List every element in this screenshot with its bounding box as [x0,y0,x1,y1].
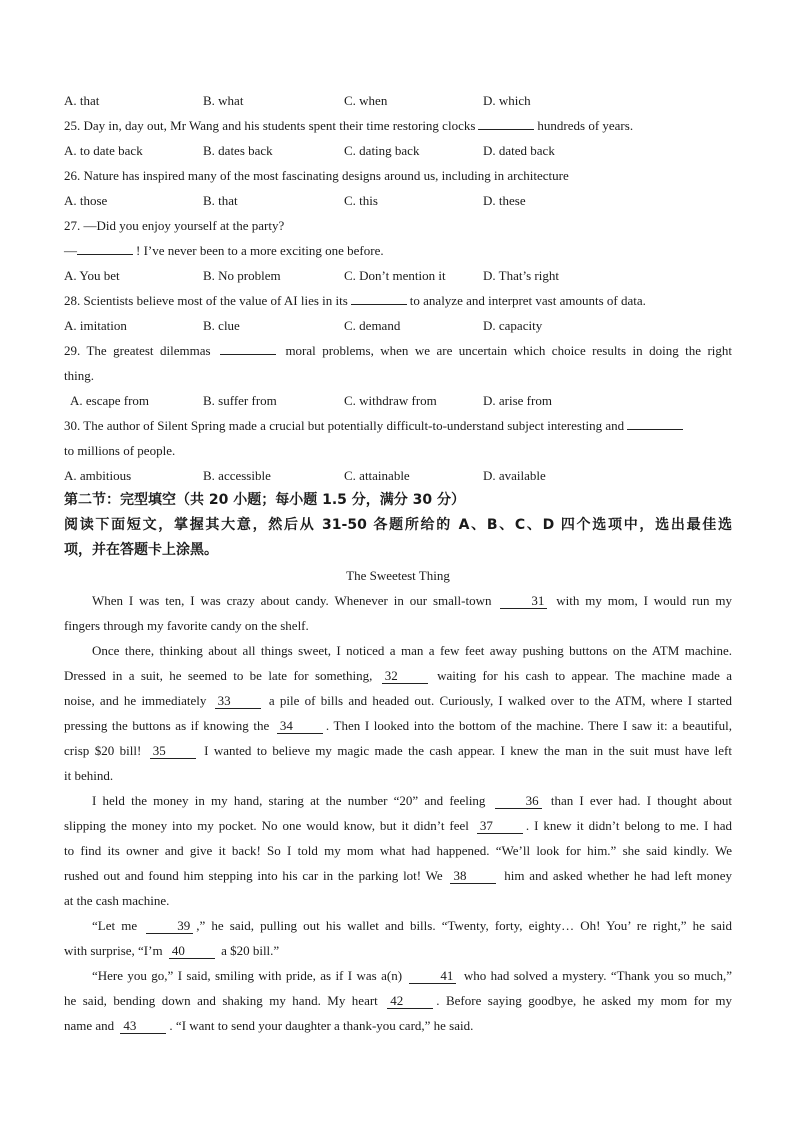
q27-option-c: C. Don’t mention it [344,268,446,283]
section2-instruction-2: 项，并在答题卡上涂黑。 [64,542,218,558]
q28-stem-a: 28. Scientists believe most of the value of AI lies in its [64,293,348,308]
p4-text: a $20 bill.” [221,943,280,958]
p3-line-4 [64,863,732,888]
passage-paragraph-2 [64,638,732,788]
q27-reply-rest: ! I’ve never been to a more exciting one before. [136,243,384,258]
q30-blank [627,415,683,430]
blank-38: 38 [450,868,496,884]
p1-line-1 [64,588,732,613]
p2-line-4 [64,713,732,738]
q27-stem: 27. —Did you enjoy yourself at the party? [64,218,285,233]
q29-options [64,388,732,413]
q25-options [64,138,732,163]
q25-stem-b: hundreds of years. [537,118,634,133]
p5-line-2 [64,988,732,1013]
blank-33: 33 [215,693,261,709]
p2-text: pressing the buttons as if knowing the [64,718,270,733]
passage-title: The Sweetest Thing [346,568,450,583]
passage-paragraph-5 [64,963,732,1038]
section2-instruction-1: 阅读下面短文，掌握其大意，然后从 31-50 各题所给的 A、B、C、D 四个选项中，选出最佳选 [64,517,732,533]
q25-stem [64,113,732,138]
q26-stem: 26. Nature has inspired many of the most fascinating designs around us, including in architecture [64,168,569,183]
p3-text: than I ever had. I thought about [550,793,733,808]
p5-line-1 [64,963,732,988]
q27-reply-dash: — [64,243,77,258]
q30-option-d: D. available [483,468,546,483]
p4-text: with surprise, “I’m [64,943,163,958]
p1-line-2: fingers through my favorite candy on the shelf. [64,618,309,633]
q26-options [64,188,732,213]
p5-text: . Before saying goodbye, he asked my mom for my [436,993,732,1008]
p3-text: . I knew it didn’t belong to me. I had [525,818,733,833]
p2-text: a pile of bills and headed out. Curiously, I walked over to the ATM, where I started [268,693,733,708]
p3-line-5: at the cash machine. [64,893,170,908]
q28-blank [351,290,407,305]
passage-paragraph-4 [64,913,732,963]
p2-line-1: Once there, thinking about all things sweet, I noticed a man a few feet away pushing buttons on the ATM machine. [92,643,732,658]
p2-text: crisp $20 bill! [64,743,142,758]
q28-stem-b: to analyze and interpret vast amounts of data. [409,293,646,308]
blank-43: 43 [120,1018,166,1034]
q28-option-b: B. clue [203,318,240,333]
p2-line-3 [64,688,732,713]
p2-line-5 [64,738,732,763]
blank-31: 31 [500,593,547,609]
p3-text: I held the money in my hand, staring at the number “20” and feeling [92,793,486,808]
p2-text: Dressed in a suit, he seemed to be late for something, [64,668,373,683]
q24-options [64,88,732,113]
q28-option-c: C. demand [344,318,401,333]
q30-stem-a: 30. The author of Silent Spring made a crucial but potentially difficult-to-understand subject interesting and [64,418,625,433]
p4-line-2 [64,938,732,963]
q27-option-a: A. You bet [64,268,120,283]
q27-option-b: B. No problem [203,268,281,283]
p2-text: waiting for his cash to appear. The machine made a [437,668,733,683]
p5-text: name and [64,1018,115,1033]
q29-option-c: C. withdraw from [344,393,437,408]
q25-option-d: D. dated back [483,143,555,158]
q27-blank [77,240,133,255]
q26-option-c: C. this [344,193,378,208]
p4-text: ,” he said, pulling out his wallet and bills. “Twenty, forty, eighty… Oh! You’ re right,” he said [196,918,732,933]
blank-39: 39 [146,918,193,934]
q30-option-c: C. attainable [344,468,410,483]
q29-stem-b: moral problems, when we are uncertain which choice results in doing the right [285,343,733,358]
q29-option-a: A. escape from [70,393,150,408]
q29-stem-end: thing. [64,368,94,383]
q28-option-a: A. imitation [64,318,127,333]
blank-36: 36 [495,793,542,809]
q26-option-d: D. these [483,193,526,208]
q26-option-a: A. those [64,193,108,208]
p2-line-2 [64,663,732,688]
p4-line-1 [64,913,732,938]
q25-option-b: B. dates back [203,143,273,158]
p1-text: When I was ten, I was crazy about candy. Whenever in our small-town [92,593,492,608]
q28-option-d: D. capacity [483,318,543,333]
q29-stem [64,338,732,363]
exam-page [64,88,732,1038]
p3-line-1 [64,788,732,813]
blank-42: 42 [387,993,433,1009]
q28-stem [64,288,732,313]
blank-41: 41 [409,968,456,984]
q30-stem [64,413,732,438]
q25-option-c: C. dating back [344,143,420,158]
q29-stem-a: 29. The greatest dilemmas [64,343,211,358]
p2-text: . Then I looked into the bottom of the machine. There I saw it: a beautiful, [325,718,733,733]
p2-text: I wanted to believe my magic made the cash appear. I knew the man in the suit must have left [204,743,732,758]
blank-40: 40 [169,943,215,959]
p4-text: “Let me [92,918,138,933]
q27-options [64,263,732,288]
q24-option-b: B. what [203,93,244,108]
section2-heading: 第二节：完型填空（共 20 小题；每小题 1.5 分，满分 30 分） [64,492,466,508]
p5-text: . “I want to send your daughter a thank-you card,” he said. [169,1018,474,1033]
p5-line-3 [64,1013,732,1038]
blank-37: 37 [477,818,523,834]
p1-text: with my mom, I would run my [556,593,733,608]
q30-stem-end: to millions of people. [64,443,176,458]
p3-text: him and asked whether he had left money [504,868,733,883]
p3-text: slipping the money into my pocket. No one would know, but it didn’t feel [64,818,469,833]
q29-option-b: B. suffer from [203,393,277,408]
q25-stem-a: 25. Day in, day out, Mr Wang and his students spent their time restoring clocks [64,118,476,133]
q27-option-d: D. That’s right [483,268,559,283]
p5-text: “Here you go,” I said, smiling with pride, as if I was a(n) [92,968,403,983]
q24-option-d: D. which [483,93,531,108]
q30-option-a: A. ambitious [64,468,132,483]
q29-option-d: D. arise from [483,393,552,408]
q24-option-a: A. that [64,93,100,108]
p3-line-3: to find its owner and give it back! So I told my mom what had happened. “We’ll look for him.” she said kindly. We [64,843,732,858]
q26-option-b: B. that [203,193,238,208]
passage-paragraph-3 [64,788,732,913]
q29-blank [220,340,276,355]
q27-reply [64,238,732,263]
p5-text: who had solved a mystery. “Thank you so much,” [463,968,732,983]
p3-line-2 [64,813,732,838]
blank-35: 35 [150,743,196,759]
q30-option-b: B. accessible [203,468,271,483]
p5-text: he said, bending down and shaking my hand. My heart [64,993,378,1008]
q30-options [64,463,732,488]
q24-option-c: C. when [344,93,388,108]
passage-paragraph-1 [64,588,732,638]
p2-line-6: it behind. [64,768,114,783]
q28-options [64,313,732,338]
q25-blank [478,115,534,130]
p2-text: noise, and he immediately [64,693,207,708]
blank-34: 34 [277,718,323,734]
blank-32: 32 [382,668,428,684]
p3-text: rushed out and found him stepping into his car in the parking lot! We [64,868,443,883]
q25-option-a: A. to date back [64,143,143,158]
